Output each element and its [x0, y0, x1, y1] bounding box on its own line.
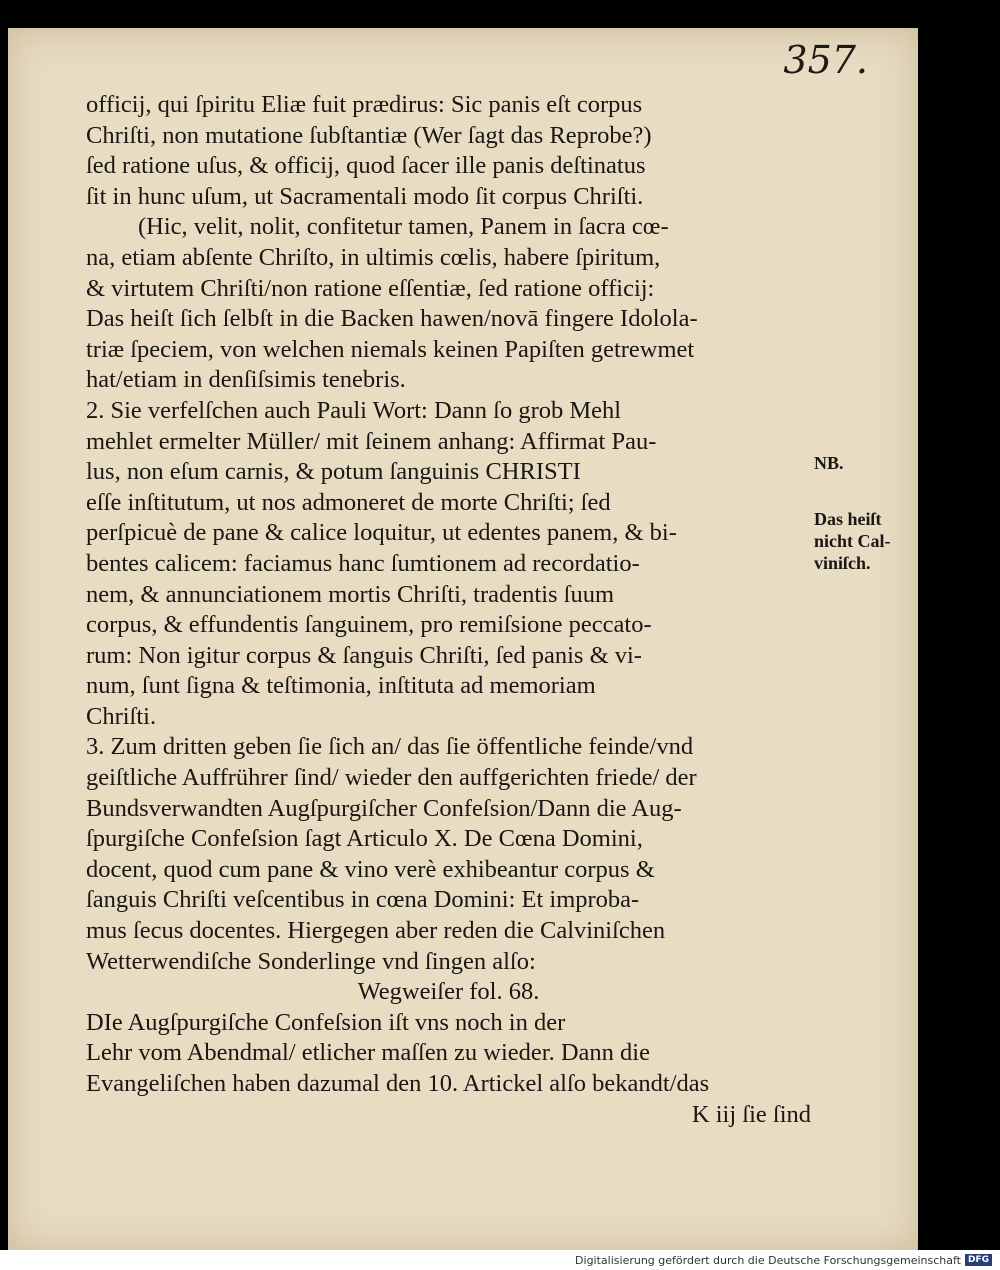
text-line: na, etiam abſente Chriſto, in ultimis cœlis, habere ſpiritum,: [86, 243, 661, 271]
catchword-line: K iij ſie ſind: [691, 1100, 811, 1128]
text-line: DIe Augſpurgiſche Confeſsion iſt vns noch in der: [86, 1008, 566, 1036]
text-line: perſpicuè de pane & calice loquitur, ut edentes panem, & bi-: [86, 519, 677, 547]
text-line: mus ſecus docentes. Hiergegen aber reden die Calviniſchen: [86, 917, 666, 945]
footer-bar: [0, 1250, 1000, 1270]
text-line: Wegweiſer fol. 68.: [357, 978, 540, 1006]
marginal-note-2: nicht Cal-: [814, 531, 891, 551]
text-line: Das heiſt ſich ſelbſt in die Backen hawen/novā fingere Idolola-: [86, 305, 698, 333]
marginal-note-nb: NB.: [814, 453, 844, 473]
text-line: Lehr vom Abendmal/ etlicher maſſen zu wieder. Dann die: [86, 1039, 650, 1067]
footer-credit: Digitalisierung gefördert durch die Deutsche Forschungsgemeinschaft: [575, 1253, 961, 1267]
text-line: corpus, & effundentis ſanguinem, pro remiſsione peccato-: [86, 611, 652, 639]
text-line: lus, non eſum carnis, & potum ſanguinis CHRISTI: [86, 458, 581, 486]
text-line: Wetterwendiſche Sonderlinge vnd ſingen alſo:: [86, 947, 536, 975]
text-line: geiſtliche Auffrührer ſind/ wieder den auffgerichten friede/ der: [86, 764, 697, 792]
text-line: docent, quod cum pane & vino verè exhibeantur corpus &: [86, 855, 655, 883]
text-line: officij, qui ſpiritu Eliæ fuit prædirus: Sic panis eſt corpus: [86, 91, 643, 118]
text-line: 3. Zum dritten geben ſie ſich an/ das ſie öffentliche feinde/vnd: [86, 733, 694, 761]
text-line: hat/etiam in denſiſsimis tenebris.: [86, 366, 406, 394]
text-line: triæ ſpeciem, von welchen niemals keinen Papiſten getrewmet: [86, 335, 695, 363]
text-line: bentes calicem: faciamus hanc ſumtionem ad recordatio-: [86, 549, 640, 577]
text-line: ſit in hunc uſum, ut Sacramentali modo ſit corpus Chriſti.: [86, 182, 644, 210]
marginal-note-1: Das heiſt: [814, 509, 882, 529]
text-line: 2. Sie verfelſchen auch Pauli Wort: Dann ſo grob Mehl: [86, 396, 622, 424]
text-line: & virtutem Chriſti/non ratione eſſentiæ, ſed ratione officij:: [86, 274, 655, 302]
main-text: [86, 90, 811, 1130]
text-line: Bundsverwandten Augſpurgiſcher Confeſsion/Dann die Aug-: [86, 794, 682, 822]
text-line: eſſe inſtitutum, ut nos admoneret de morte Chriſti; ſed: [86, 488, 611, 516]
book-page: [8, 28, 918, 1250]
dfg-logo: DFG: [965, 1254, 992, 1266]
text-line: (Hic, velit, nolit, confitetur tamen, Panem in ſacra cœ-: [138, 213, 669, 241]
text-line: Chriſti.: [86, 702, 157, 730]
text-line: num, ſunt ſigna & teſtimonia, inſtituta ad memoriam: [86, 672, 596, 700]
text-line: ſanguis Chriſti veſcentibus in cœna Domini: Et improba-: [86, 886, 640, 914]
text-line: ſpurgiſche Confeſsion ſagt Articulo X. De Cœna Domini,: [86, 825, 643, 853]
text-line: mehlet ermelter Müller/ mit ſeinem anhang: Affirmat Pau-: [86, 427, 657, 455]
text-line: nem, & annunciationem mortis Chriſti, tradentis ſuum: [86, 580, 615, 608]
page-number: 357.: [783, 38, 868, 82]
text-line: Chriſti, non mutatione ſubſtantiæ (Wer ſagt das Reprobe?): [86, 121, 652, 149]
text-line: Evangeliſchen haben dazumal den 10. Artickel alſo bekandt/das: [86, 1070, 710, 1097]
text-line: ſed ratione uſus, & officij, quod ſacer ille panis deſtinatus: [86, 152, 646, 180]
marginal-note-3: viniſch.: [814, 553, 871, 573]
text-line: rum: Non igitur corpus & ſanguis Chriſti, ſed panis & vi-: [86, 641, 642, 669]
